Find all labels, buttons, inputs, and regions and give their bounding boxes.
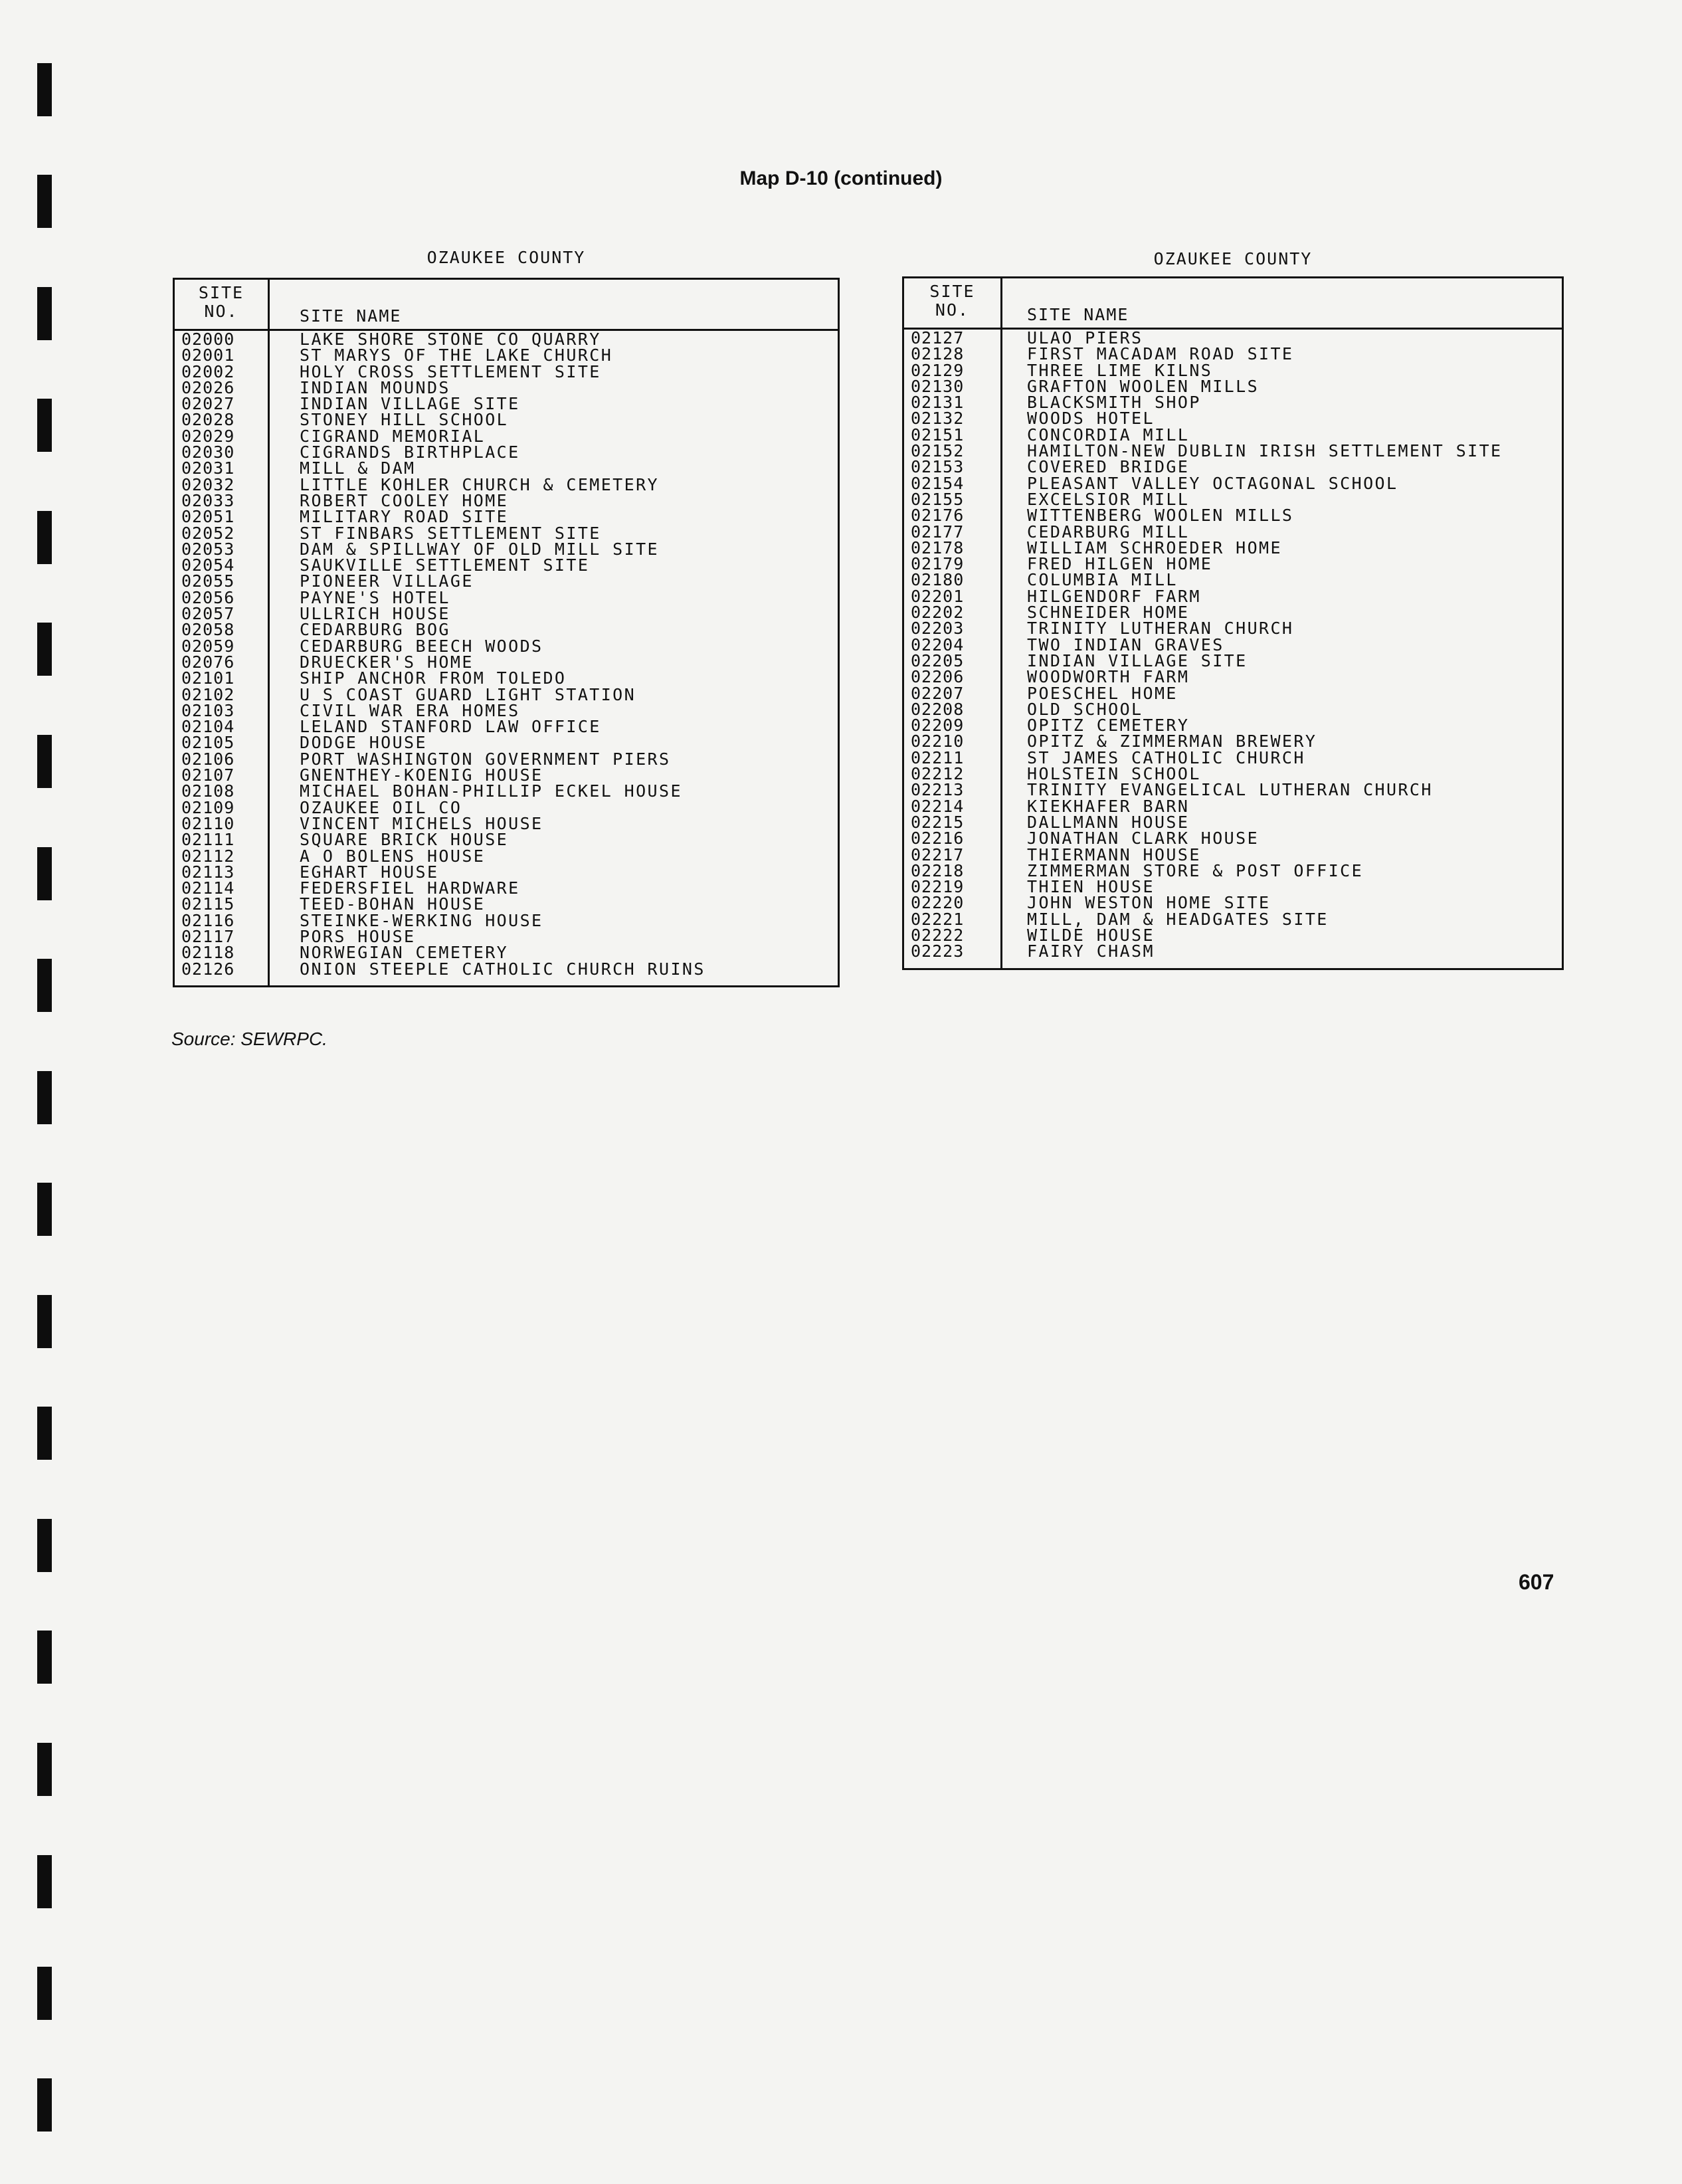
site-name: PORT WASHINGTON GOVERNMENT PIERS bbox=[300, 749, 671, 769]
site-number: 02180 bbox=[911, 570, 965, 590]
site-name: CEDARBURG BOG bbox=[300, 620, 450, 640]
site-name: FIRST MACADAM ROAD SITE bbox=[1027, 344, 1294, 364]
binding-hole bbox=[37, 1743, 52, 1796]
site-name: EGHART HOUSE bbox=[300, 862, 439, 882]
site-name: NORWEGIAN CEMETERY bbox=[300, 943, 509, 963]
binding-hole bbox=[37, 1855, 52, 1908]
table-row bbox=[904, 586, 1562, 606]
site-no-header-line2: NO. bbox=[204, 302, 238, 321]
page-number: 607 bbox=[1519, 1570, 1554, 1594]
site-name: CEDARBURG MILL bbox=[1027, 522, 1190, 542]
binding-hole bbox=[37, 511, 52, 564]
binding-hole bbox=[37, 735, 52, 788]
table-row bbox=[175, 945, 838, 961]
site-name: MILL, DAM & HEADGATES SITE bbox=[1027, 909, 1329, 929]
table-row bbox=[904, 556, 1562, 572]
site-number: 02217 bbox=[911, 844, 965, 864]
site-name: CIGRAND MEMORIAL bbox=[300, 426, 486, 446]
site-name: EXCELSIOR MILL bbox=[1027, 489, 1190, 509]
table-row bbox=[904, 669, 1562, 685]
site-number: 02114 bbox=[181, 878, 235, 898]
table-row bbox=[904, 782, 1562, 798]
binding-hole bbox=[37, 959, 52, 1012]
site-number: 02218 bbox=[911, 860, 965, 880]
site-number: 02108 bbox=[181, 781, 235, 801]
site-number: 02109 bbox=[181, 797, 235, 817]
site-name: WOODWORTH FARM bbox=[1027, 667, 1190, 687]
table-row bbox=[904, 796, 1562, 816]
site-name: PLEASANT VALLEY OCTAGONAL SCHOOL bbox=[1027, 473, 1398, 493]
site-number: 02212 bbox=[911, 764, 965, 784]
site-name: PIONEER VILLAGE bbox=[300, 571, 474, 591]
site-number: 02215 bbox=[911, 812, 965, 832]
site-name: OPITZ CEMETERY bbox=[1027, 716, 1190, 736]
site-name: OPITZ & ZIMMERMAN BREWERY bbox=[1027, 732, 1317, 751]
site-name: POESCHEL HOME bbox=[1027, 683, 1178, 703]
site-name: WILDE HOUSE bbox=[1027, 925, 1155, 945]
site-name-header: SITE NAME bbox=[300, 306, 402, 326]
site-number: 02205 bbox=[911, 650, 965, 670]
site-name: INDIAN VILLAGE SITE bbox=[1027, 650, 1248, 670]
site-number: 02056 bbox=[181, 587, 235, 607]
site-number: 02129 bbox=[911, 360, 965, 380]
site-name: PAYNE'S HOTEL bbox=[300, 587, 450, 607]
site-number: 02112 bbox=[181, 846, 235, 866]
site-number: 02204 bbox=[911, 635, 965, 654]
site-name: DALLMANN HOUSE bbox=[1027, 812, 1190, 832]
site-name: JOHN WESTON HOME SITE bbox=[1027, 893, 1271, 913]
site-number: 02155 bbox=[911, 489, 965, 509]
site-number: 02033 bbox=[181, 490, 235, 510]
site-name: ST FINBARS SETTLEMENT SITE bbox=[300, 523, 601, 543]
site-number: 02152 bbox=[911, 441, 965, 461]
site-name: OZAUKEE OIL CO bbox=[300, 797, 462, 817]
site-name: ULAO PIERS bbox=[1027, 328, 1143, 347]
site-number: 02130 bbox=[911, 376, 965, 396]
site-name: COLUMBIA MILL bbox=[1027, 570, 1178, 590]
table-row bbox=[175, 961, 838, 977]
site-number: 02103 bbox=[181, 700, 235, 720]
site-name: COVERED BRIDGE bbox=[1027, 457, 1190, 477]
site-number: 02001 bbox=[181, 346, 235, 365]
site-no-header-line1: SITE bbox=[929, 282, 975, 301]
site-number: 02028 bbox=[181, 410, 235, 430]
site-number: 02176 bbox=[911, 506, 965, 526]
site-number: 02116 bbox=[181, 910, 235, 930]
site-name: SHIP ANCHOR FROM TOLEDO bbox=[300, 668, 567, 688]
table-row bbox=[904, 909, 1562, 929]
left-site-table bbox=[173, 278, 840, 987]
site-name: FEDERSFIEL HARDWARE bbox=[300, 878, 520, 898]
table-row bbox=[904, 747, 1562, 767]
site-number: 02000 bbox=[181, 330, 235, 349]
table-row bbox=[175, 636, 838, 656]
site-name: JONATHAN CLARK HOUSE bbox=[1027, 829, 1260, 848]
site-number: 02213 bbox=[911, 780, 965, 800]
site-name: KIEKHAFER BARN bbox=[1027, 796, 1190, 816]
site-number: 02151 bbox=[911, 425, 965, 445]
site-name: ULLRICH HOUSE bbox=[300, 604, 450, 624]
site-number: 02201 bbox=[911, 586, 965, 606]
table-row bbox=[175, 587, 838, 607]
site-no-header-line2: NO. bbox=[935, 300, 970, 320]
site-no-header bbox=[175, 284, 268, 321]
site-name: BLACKSMITH SHOP bbox=[1027, 393, 1201, 413]
source-note: Source: SEWRPC. bbox=[171, 1029, 327, 1049]
site-name: ROBERT COOLEY HOME bbox=[300, 490, 509, 510]
table-row bbox=[904, 411, 1562, 427]
site-number: 02052 bbox=[181, 523, 235, 543]
table-row bbox=[175, 509, 838, 525]
site-number: 02117 bbox=[181, 926, 235, 946]
site-name-header: SITE NAME bbox=[1027, 305, 1129, 324]
page-title: Map D-10 (continued) bbox=[739, 167, 943, 189]
binding-hole bbox=[37, 847, 52, 900]
site-number: 02128 bbox=[911, 344, 965, 364]
right-site-table bbox=[902, 276, 1564, 970]
site-name: CEDARBURG BEECH WOODS bbox=[300, 636, 543, 656]
table-row bbox=[175, 848, 838, 864]
site-name: ZIMMERMAN STORE & POST OFFICE bbox=[1027, 860, 1364, 880]
site-number: 02202 bbox=[911, 603, 965, 623]
site-number: 02211 bbox=[911, 747, 965, 767]
right-table-rows bbox=[904, 330, 1562, 960]
site-name: A O BOLENS HOUSE bbox=[300, 846, 486, 866]
site-name: GRAFTON WOOLEN MILLS bbox=[1027, 376, 1260, 396]
table-row bbox=[175, 361, 838, 381]
site-name: CIVIL WAR ERA HOMES bbox=[300, 700, 520, 720]
site-name: INDIAN VILLAGE SITE bbox=[300, 394, 520, 414]
binding-hole bbox=[37, 1631, 52, 1684]
site-number: 02206 bbox=[911, 667, 965, 687]
site-name: GNENTHEY-KOENIG HOUSE bbox=[300, 765, 543, 785]
site-number: 02105 bbox=[181, 733, 235, 753]
site-number: 02111 bbox=[181, 830, 235, 850]
site-number: 02102 bbox=[181, 684, 235, 704]
site-name: TEED-BOHAN HOUSE bbox=[300, 894, 486, 914]
site-number: 02057 bbox=[181, 604, 235, 624]
site-number: 02223 bbox=[911, 942, 965, 961]
table-row bbox=[904, 473, 1562, 493]
site-name: LELAND STANFORD LAW OFFICE bbox=[300, 717, 601, 737]
table-row bbox=[904, 860, 1562, 880]
site-number: 02002 bbox=[181, 361, 235, 381]
site-no-header bbox=[904, 282, 1000, 320]
site-name: HAMILTON-NEW DUBLIN IRISH SETTLEMENT SITE bbox=[1027, 441, 1503, 461]
site-number: 02214 bbox=[911, 796, 965, 816]
site-number: 02027 bbox=[181, 394, 235, 414]
site-number: 02208 bbox=[911, 699, 965, 719]
binding-hole bbox=[37, 1071, 52, 1124]
table-header bbox=[904, 278, 1562, 330]
site-number: 02127 bbox=[911, 328, 965, 347]
table-row bbox=[904, 508, 1562, 524]
table-row bbox=[904, 650, 1562, 670]
site-number: 02053 bbox=[181, 539, 235, 559]
site-number: 02207 bbox=[911, 683, 965, 703]
table-row bbox=[175, 719, 838, 735]
site-name: FRED HILGEN HOME bbox=[1027, 554, 1213, 574]
site-number: 02026 bbox=[181, 377, 235, 397]
site-name: STONEY HILL SCHOOL bbox=[300, 410, 509, 430]
site-name: INDIAN MOUNDS bbox=[300, 377, 450, 397]
site-number: 02106 bbox=[181, 749, 235, 769]
site-number: 02221 bbox=[911, 909, 965, 929]
binding-hole bbox=[37, 1183, 52, 1236]
table-row bbox=[175, 557, 838, 573]
site-number: 02032 bbox=[181, 474, 235, 494]
table-row bbox=[904, 943, 1562, 959]
binding-hole bbox=[37, 287, 52, 340]
site-number: 02179 bbox=[911, 554, 965, 574]
table-row bbox=[904, 831, 1562, 846]
site-name: CIGRANDS BIRTHPLACE bbox=[300, 443, 520, 462]
site-name: HOLSTEIN SCHOOL bbox=[1027, 764, 1201, 784]
site-number: 02031 bbox=[181, 458, 235, 478]
site-name: WILLIAM SCHROEDER HOME bbox=[1027, 538, 1282, 557]
table-row bbox=[175, 412, 838, 428]
table-row bbox=[904, 925, 1562, 945]
site-name: SAUKVILLE SETTLEMENT SITE bbox=[300, 555, 590, 575]
site-number: 02113 bbox=[181, 862, 235, 882]
site-number: 02154 bbox=[911, 473, 965, 493]
table-row bbox=[904, 395, 1562, 411]
site-number: 02153 bbox=[911, 457, 965, 477]
table-row bbox=[175, 573, 838, 589]
site-name: FAIRY CHASM bbox=[1027, 942, 1155, 961]
table-header bbox=[175, 280, 838, 331]
site-name: LAKE SHORE STONE CO QUARRY bbox=[300, 330, 601, 349]
site-name: THREE LIME KILNS bbox=[1027, 360, 1213, 380]
site-number: 02178 bbox=[911, 538, 965, 557]
site-number: 02132 bbox=[911, 409, 965, 429]
table-row bbox=[175, 445, 838, 460]
table-row bbox=[175, 783, 838, 799]
site-name: MILL & DAM bbox=[300, 458, 416, 478]
binding-hole bbox=[37, 399, 52, 452]
binding-hole bbox=[37, 2078, 52, 2132]
site-number: 02126 bbox=[181, 959, 235, 979]
site-number: 02209 bbox=[911, 716, 965, 736]
binding-hole bbox=[37, 623, 52, 676]
table-row bbox=[904, 572, 1562, 588]
left-county-heading: OZAUKEE COUNTY bbox=[426, 248, 586, 267]
site-name: WOODS HOTEL bbox=[1027, 409, 1155, 429]
site-name: SQUARE BRICK HOUSE bbox=[300, 830, 509, 850]
site-number: 02216 bbox=[911, 829, 965, 848]
site-number: 02131 bbox=[911, 393, 965, 413]
table-row bbox=[175, 670, 838, 686]
binding-hole bbox=[37, 63, 52, 116]
table-row bbox=[175, 910, 838, 930]
table-row bbox=[175, 606, 838, 622]
site-name: ST JAMES CATHOLIC CHURCH bbox=[1027, 747, 1305, 767]
right-county-heading: OZAUKEE COUNTY bbox=[1153, 249, 1313, 268]
site-name: VINCENT MICHELS HOUSE bbox=[300, 813, 543, 833]
site-number: 02210 bbox=[911, 732, 965, 751]
site-number: 02115 bbox=[181, 894, 235, 914]
site-number: 02222 bbox=[911, 925, 965, 945]
site-number: 02029 bbox=[181, 426, 235, 446]
site-name: THIERMANN HOUSE bbox=[1027, 844, 1201, 864]
binding-hole bbox=[37, 1519, 52, 1572]
site-name: TWO INDIAN GRAVES bbox=[1027, 635, 1224, 654]
site-name: PORS HOUSE bbox=[300, 926, 416, 946]
site-name: DODGE HOUSE bbox=[300, 733, 427, 753]
site-name: HOLY CROSS SETTLEMENT SITE bbox=[300, 361, 601, 381]
site-name: STEINKE-WERKING HOUSE bbox=[300, 910, 543, 930]
site-number: 02051 bbox=[181, 507, 235, 527]
table-row bbox=[904, 683, 1562, 703]
table-row bbox=[175, 347, 838, 363]
site-number: 02101 bbox=[181, 668, 235, 688]
site-name: CONCORDIA MILL bbox=[1027, 425, 1190, 445]
site-name: TRINITY LUTHERAN CHURCH bbox=[1027, 619, 1294, 639]
site-name: LITTLE KOHLER CHURCH & CEMETERY bbox=[300, 474, 659, 494]
table-row bbox=[904, 443, 1562, 459]
left-table-rows bbox=[175, 332, 838, 977]
site-number: 02055 bbox=[181, 571, 235, 591]
site-name: DAM & SPILLWAY OF OLD MILL SITE bbox=[300, 539, 659, 559]
site-number: 02177 bbox=[911, 522, 965, 542]
site-number: 02220 bbox=[911, 893, 965, 913]
site-name: SCHNEIDER HOME bbox=[1027, 603, 1190, 623]
table-row bbox=[904, 699, 1562, 719]
table-row bbox=[175, 880, 838, 896]
site-number: 02058 bbox=[181, 620, 235, 640]
table-row bbox=[904, 376, 1562, 396]
table-row bbox=[904, 346, 1562, 362]
binding-hole bbox=[37, 1407, 52, 1460]
table-row bbox=[175, 832, 838, 848]
site-number: 02104 bbox=[181, 717, 235, 737]
site-name: HILGENDORF FARM bbox=[1027, 586, 1201, 606]
site-number: 02219 bbox=[911, 877, 965, 897]
site-number: 02054 bbox=[181, 555, 235, 575]
site-no-header-line1: SITE bbox=[198, 283, 244, 302]
site-number: 02059 bbox=[181, 636, 235, 656]
site-number: 02030 bbox=[181, 443, 235, 462]
table-row bbox=[175, 622, 838, 638]
binding-hole bbox=[37, 1967, 52, 2020]
site-name: ONION STEEPLE CATHOLIC CHURCH RUINS bbox=[300, 959, 705, 979]
site-name: TRINITY EVANGELICAL LUTHERAN CHURCH bbox=[1027, 780, 1433, 800]
binding-hole bbox=[37, 1295, 52, 1348]
site-number: 02076 bbox=[181, 652, 235, 672]
site-number: 02118 bbox=[181, 943, 235, 963]
site-name: ST MARYS OF THE LAKE CHURCH bbox=[300, 346, 613, 365]
table-row bbox=[904, 540, 1562, 556]
site-name: U S COAST GUARD LIGHT STATION bbox=[300, 684, 636, 704]
site-number: 02203 bbox=[911, 619, 965, 639]
site-name: MILITARY ROAD SITE bbox=[300, 507, 509, 527]
site-number: 02107 bbox=[181, 765, 235, 785]
table-row bbox=[904, 621, 1562, 637]
site-name: THIEN HOUSE bbox=[1027, 877, 1155, 897]
site-name: OLD SCHOOL bbox=[1027, 699, 1143, 719]
site-name: WITTENBERG WOOLEN MILLS bbox=[1027, 506, 1294, 526]
site-name: DRUECKER'S HOME bbox=[300, 652, 474, 672]
site-name: MICHAEL BOHAN-PHILLIP ECKEL HOUSE bbox=[300, 781, 682, 801]
site-number: 02110 bbox=[181, 813, 235, 833]
